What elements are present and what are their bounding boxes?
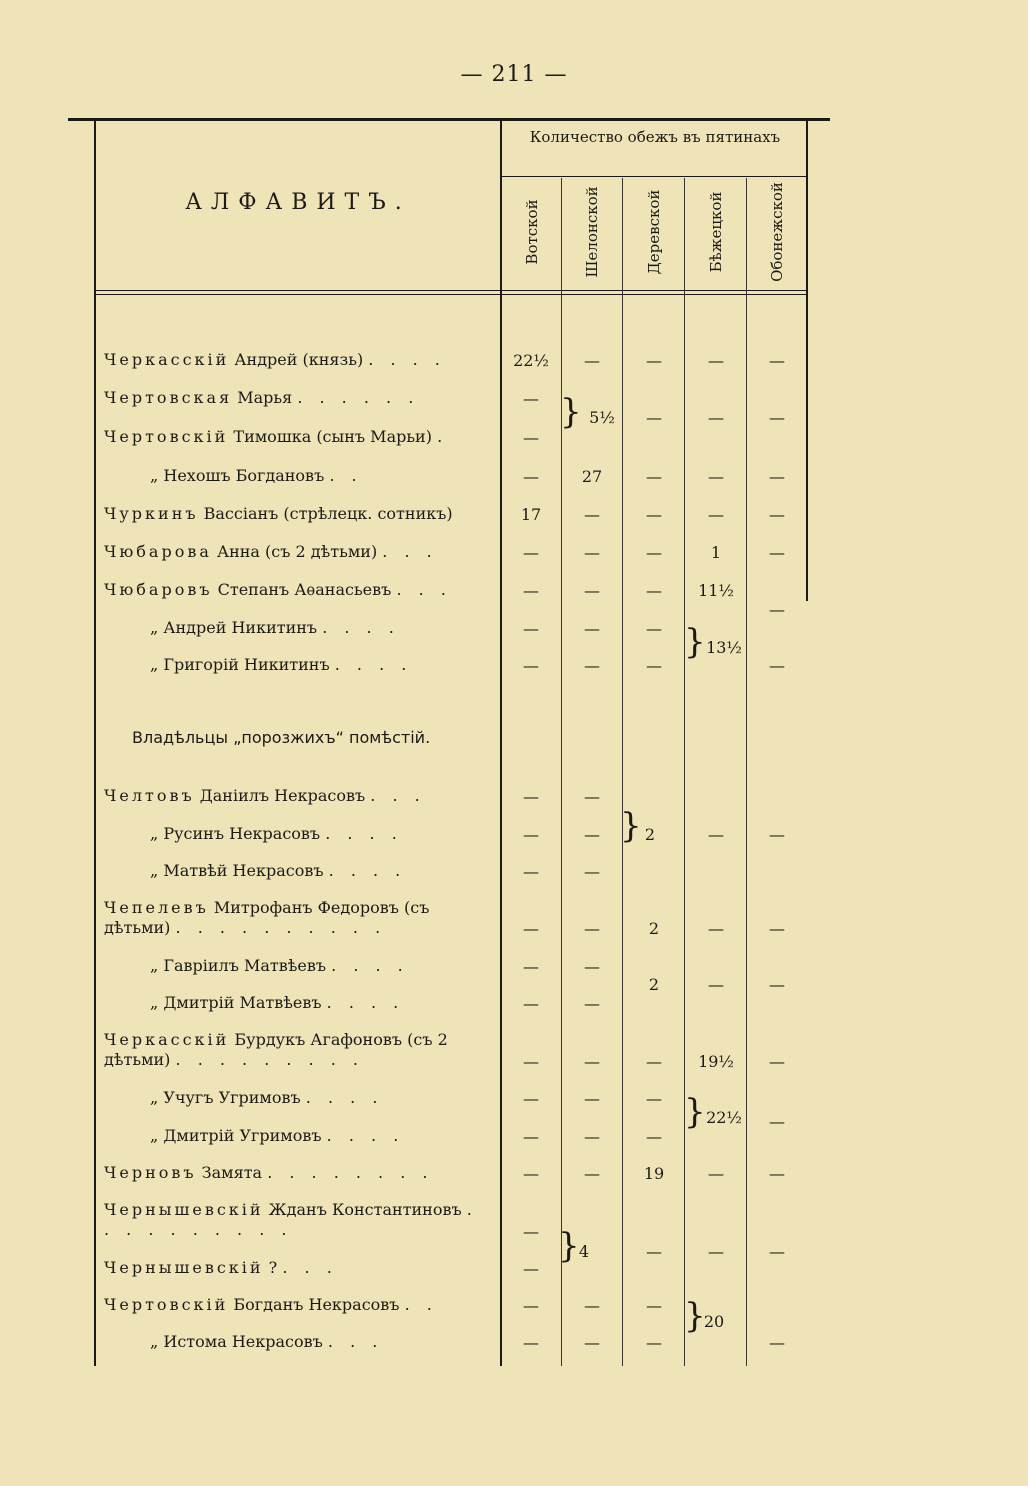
cell-bezh: — xyxy=(708,825,724,844)
cell-bezh: — xyxy=(708,408,724,427)
brace: } xyxy=(620,806,642,846)
cell-derev: — xyxy=(646,1127,662,1146)
cell-votsk: — xyxy=(523,1164,539,1183)
cell-obon: — xyxy=(769,505,785,524)
table-row: „ Русинъ Некрасовъ . . . . xyxy=(150,824,403,843)
table-row: „ Истома Некрасовъ . . . xyxy=(150,1332,384,1351)
cell-derev: — xyxy=(646,505,662,524)
table-row: Чюбарова Анна (съ 2 дѣтьми) . . . xyxy=(104,542,438,561)
cell-derev: 2 xyxy=(648,919,660,938)
cell-obon: — xyxy=(769,1333,785,1352)
cell-votsk: — xyxy=(523,787,539,806)
cell-bezh: — xyxy=(708,919,724,938)
cell-derev: — xyxy=(646,619,662,638)
cell-votsk: — xyxy=(523,825,539,844)
table-row: „ Учугъ Угримовъ . . . . xyxy=(150,1088,384,1107)
cell-votsk: — xyxy=(523,428,539,447)
cell-bezh: — xyxy=(708,975,724,994)
col-head-obon: Обонежской xyxy=(768,182,786,282)
table-row: Чертовскій Тимошка (сынъ Марьи) . xyxy=(104,427,449,446)
table-left-border xyxy=(94,121,96,1366)
cell-derev: — xyxy=(646,1333,662,1352)
cell-bezh: 22½ xyxy=(706,1108,742,1127)
cell-derev: — xyxy=(646,581,662,600)
cell-obon: — xyxy=(769,1112,785,1131)
cell-bezh: — xyxy=(708,467,724,486)
cell-votsk: 17 xyxy=(520,505,542,524)
cell-derev: — xyxy=(646,1296,662,1315)
cell-obon: — xyxy=(769,467,785,486)
cell-votsk: — xyxy=(523,1089,539,1108)
cell-obon: — xyxy=(769,1242,785,1261)
table-row: Чюбаровъ Степанъ Аѳанасьевъ . . . xyxy=(104,580,452,599)
cell-shelon: — xyxy=(584,656,600,675)
cell-derev: — xyxy=(646,467,662,486)
table-row: Чуркинъ Вассіанъ (стрѣлецк. сотникъ) xyxy=(104,504,453,523)
cell-derev: — xyxy=(646,543,662,562)
cell-votsk: — xyxy=(523,543,539,562)
table-row: „ Дмитрій Угримовъ . . . . xyxy=(150,1126,405,1145)
cell-shelon: — xyxy=(584,505,600,524)
cell-bezh: 20 xyxy=(703,1312,725,1331)
cell-bezh: — xyxy=(708,351,724,370)
col-head-derev: Деревской xyxy=(645,189,663,275)
col-divider-3 xyxy=(684,178,685,1366)
cell-shelon: 5½ xyxy=(589,408,615,427)
col-head-bezh: Бѣжецкой xyxy=(707,191,725,273)
cell-votsk: — xyxy=(523,619,539,638)
brace: } xyxy=(560,392,582,432)
cell-shelon: — xyxy=(584,862,600,881)
cell-derev: — xyxy=(646,1052,662,1071)
col-head-votsk: Вотской xyxy=(523,199,541,265)
cell-derev: — xyxy=(646,351,662,370)
cell-shelon: — xyxy=(584,1052,600,1071)
cell-obon: — xyxy=(769,351,785,370)
brace: } xyxy=(684,622,706,662)
table-row: „ Григорій Никитинъ . . . . xyxy=(150,655,413,674)
cell-shelon: 4 xyxy=(578,1242,590,1261)
col-head-shelon: Шелонской xyxy=(583,186,601,278)
cell-bezh: — xyxy=(708,1164,724,1183)
cell-obon: — xyxy=(769,975,785,994)
cell-derev: — xyxy=(646,1242,662,1261)
cell-shelon: — xyxy=(584,1296,600,1315)
cell-bezh: 19½ xyxy=(698,1052,734,1071)
alphabet-heading: АЛФАВИТЪ. xyxy=(185,190,411,215)
top-rule xyxy=(68,118,830,121)
cell-votsk: — xyxy=(523,656,539,675)
table-row: „ Гавріилъ Матвѣевъ . . . . xyxy=(150,956,409,975)
table-row: Черкасскій Андрей (князь) . . . . xyxy=(104,350,446,369)
cell-shelon: — xyxy=(584,994,600,1013)
cell-shelon: — xyxy=(584,1333,600,1352)
cell-votsk: — xyxy=(523,919,539,938)
cell-votsk: — xyxy=(523,1222,539,1241)
table-row: Черновъ Замята . . . . . . . . xyxy=(104,1163,434,1182)
table-row: „ Матвѣй Некрасовъ . . . . xyxy=(150,861,407,880)
cell-shelon: — xyxy=(584,1089,600,1108)
cell-votsk: — xyxy=(523,389,539,408)
cell-obon: — xyxy=(769,825,785,844)
table-row: Чернышевскій Жданъ Константиновъ . . . . . . . . . . xyxy=(104,1200,478,1239)
section-title: Владѣльцы „порозжихъ“ помѣстій. xyxy=(132,728,431,747)
cell-votsk: — xyxy=(523,581,539,600)
cell-shelon: — xyxy=(584,351,600,370)
table-row: „ Нехошъ Богдановъ . . xyxy=(150,466,363,485)
cell-obon: — xyxy=(769,656,785,675)
brace: } xyxy=(684,1296,706,1336)
cell-bezh: 11½ xyxy=(698,581,734,600)
table-row: Черкасскій Бурдукъ Агафоновъ (съ 2 дѣтьми) . . . . . . . . . xyxy=(104,1030,448,1069)
cell-bezh: 13½ xyxy=(706,638,742,657)
cell-derev: 2 xyxy=(648,975,660,994)
cell-derev: — xyxy=(646,1089,662,1108)
cell-votsk: — xyxy=(523,467,539,486)
cell-shelon: — xyxy=(584,1164,600,1183)
table-row: „ Дмитрій Матвѣевъ . . . . xyxy=(150,993,405,1012)
cell-shelon: — xyxy=(584,787,600,806)
cell-votsk: — xyxy=(523,1296,539,1315)
cell-votsk: — xyxy=(523,957,539,976)
cell-derev: 2 xyxy=(644,825,656,844)
table-row: Чепелевъ Митрофанъ Федоровъ (съ дѣтьми) . . . . . . . . . . xyxy=(104,898,430,937)
cell-shelon: — xyxy=(584,581,600,600)
brace: } xyxy=(558,1226,580,1266)
cell-obon: — xyxy=(769,600,785,619)
cell-bezh: 1 xyxy=(710,543,722,562)
table-row: „ Андрей Никитинъ . . . . xyxy=(150,618,400,637)
cell-shelon: — xyxy=(584,619,600,638)
cell-votsk: — xyxy=(523,1333,539,1352)
cell-obon: — xyxy=(769,1164,785,1183)
cell-obon: — xyxy=(769,1052,785,1071)
cell-obon: — xyxy=(769,543,785,562)
cell-shelon: — xyxy=(584,825,600,844)
pyatiny-heading: Количество обежъ въ пятинахъ xyxy=(529,128,781,146)
cell-bezh: — xyxy=(708,505,724,524)
header-bottom-rule-2 xyxy=(96,294,806,295)
table-row: Чертовскій Богданъ Некрасовъ . . xyxy=(104,1295,438,1314)
cell-shelon: — xyxy=(584,957,600,976)
cell-shelon: — xyxy=(584,543,600,562)
cell-shelon: — xyxy=(584,919,600,938)
cell-derev: 19 xyxy=(643,1164,665,1183)
cell-votsk: — xyxy=(523,862,539,881)
cell-shelon: — xyxy=(584,1127,600,1146)
table-row: Челтовъ Даніилъ Некрасовъ . . . xyxy=(104,786,426,805)
col-divider-2 xyxy=(622,178,623,1366)
cell-votsk: — xyxy=(523,1259,539,1278)
cell-derev: — xyxy=(646,408,662,427)
subheader-rule xyxy=(502,176,806,177)
cell-votsk: — xyxy=(523,1127,539,1146)
table-row: Чертовская Марья . . . . . . xyxy=(104,388,420,407)
page-number: — 211 — xyxy=(460,62,568,87)
cell-votsk: — xyxy=(523,1052,539,1071)
cell-derev: — xyxy=(646,656,662,675)
cell-shelon: 27 xyxy=(581,467,603,486)
table-row: Чернышевскій ? . . . xyxy=(104,1258,338,1277)
cell-obon: — xyxy=(769,919,785,938)
cell-obon: — xyxy=(769,408,785,427)
cell-bezh: — xyxy=(708,1242,724,1261)
header-bottom-rule xyxy=(96,290,806,291)
cell-votsk: 22½ xyxy=(513,351,549,370)
brace: } xyxy=(684,1092,706,1132)
cell-votsk: — xyxy=(523,994,539,1013)
